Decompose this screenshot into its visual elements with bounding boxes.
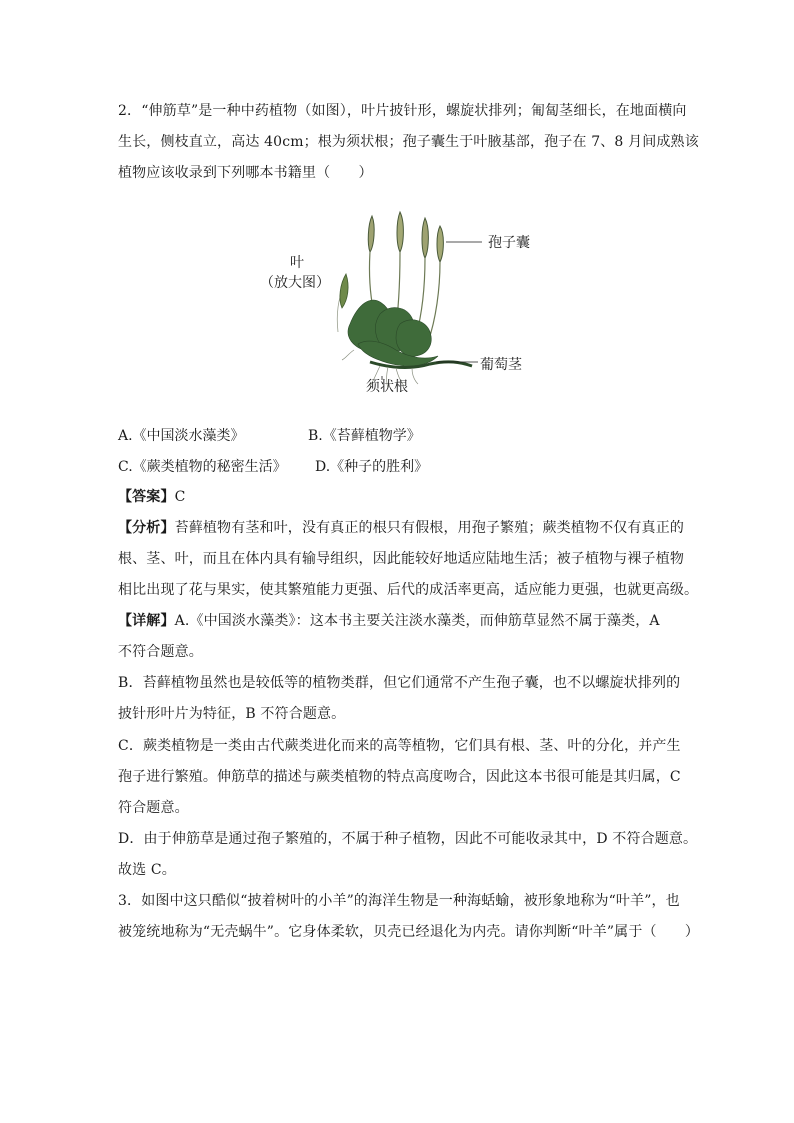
plant-figure [250,204,550,394]
analysis-tag: 【分析】 [118,520,175,536]
analysis-line-1 [118,518,688,538]
figure-label-roots: 须状根 [366,379,408,395]
detail-line-2: 不符合题意。 [118,644,203,660]
question-2-line-1: 2．“伸筋草”是一种中药植物（如图），叶片披针形，螺旋状排列；匍匐茎细长，在地面横向 [118,103,687,119]
analysis-text-1: 苔藓植物有茎和叶，没有真正的根只有假根，用孢子繁殖；蕨类植物不仅有真正的 [174,520,685,536]
option-d: D.《种子的胜利》 [315,459,429,475]
detail-tag: 【详解】 [118,613,175,629]
option-a: A.《中国淡水藻类》 [118,428,245,444]
detail-text-1: A.《中国淡水藻类》：这本书主要关注淡水藻类，而伸筋草显然不属于藻类，A [174,613,660,629]
question-2-line-2: 生长，侧枝直立，高达 40cm；根为须状根；孢子囊生于叶腋基部，孢子在 7、8 月间成熟该 [118,134,699,150]
figure-label-sporangium: 孢子囊 [488,235,530,251]
detail-line-9: 故选 C。 [118,862,176,878]
question-3-line-1: 3．如图中这只酷似“披着树叶的小羊”的海洋生物是一种海蛞蝓，被形象地称为“叶羊”，也 [118,893,680,909]
detail-line-1 [118,611,688,631]
detail-line-3: B．苔藓植物虽然也是较低等的植物类群，但它们通常不产生孢子囊，也不以螺旋状排列的 [118,675,681,691]
question-3-line-2: 被笼统地称为“无壳蜗牛”。它身体柔软，贝壳已经退化为内壳。请你判断“叶羊”属于（ ） [118,924,700,940]
analysis-line-2: 根、茎、叶，而且在体内具有输导组织，因此能较好地适应陆地生活；被子植物与裸子植物 [118,551,684,567]
question-2-line-3: 植物应该收录到下列哪本书籍里（ ） [118,165,373,181]
detail-line-5: C．蕨类植物是一类由古代蕨类进化而来的高等植物，它们具有根、茎、叶的分化，并产生 [118,738,681,754]
option-b: B.《苔藓植物学》 [308,428,421,444]
answer-value: C [174,489,186,505]
answer-tag: 【答案】 [118,489,175,505]
analysis-line-3: 相比出现了花与果实，使其繁殖能力更强、后代的成活率更高，适应能力更强，也就更高级。 [118,582,699,598]
figure-label-stolon: 葡萄茎 [480,357,522,373]
detail-line-8: D．由于伸筋草是通过孢子繁殖的，不属于种子植物，因此不可能收录其中，D 不符合题意。 [118,831,698,847]
detail-line-6: 孢子进行繁殖。伸筋草的描述与蕨类植物的特点高度吻合，因此这本书很可能是其归属，C [118,769,681,785]
answer-line [118,487,688,507]
detail-line-4: 披针形叶片为特征，B 不符合题意。 [118,706,346,722]
option-c: C.《蕨类植物的秘密生活》 [118,459,287,475]
detail-line-7: 符合题意。 [118,800,189,816]
figure-label-leaf: 叶 [290,255,304,271]
figure-label-leaf-enlarged: （放大图） [260,275,330,291]
